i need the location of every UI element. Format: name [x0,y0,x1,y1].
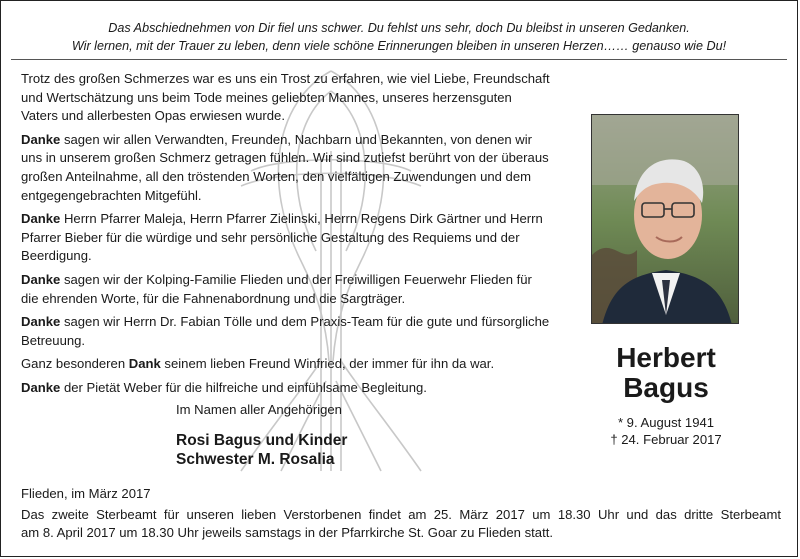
paragraph-thanks-doctor [21,313,551,350]
portrait-illustration [592,115,739,324]
paragraph-text: seinem lieben Freund Winfried, der immer für ihn da war. [160,356,495,372]
notice-line-2: am 8. April 2017 um 18.30 Uhr jeweils samstags in der Pfarrkirche St. Goar zu Flieden statt. [21,525,553,540]
deceased-first-name: Herbert [616,342,716,373]
paragraph-text: der Pietät Weber für die hilfreiche und einfühlsame Begleitung. [60,379,427,395]
paragraph-text: Herrn Pfarrer Maleja, Herrn Pfarrer Zielinski, Herrn Regens Dirk Gärtner und Herrn Pfarrer Bieber für die würdige und sehr persönliche Gestaltung des Requiems und der Beerdigung. [21,211,543,264]
paragraph-thanks-undertaker [21,379,551,398]
birth-date: * 9. August 1941 [617,415,715,430]
paragraph-thanks-clergy [21,210,551,266]
paragraph-text: sagen wir allen Verwandten, Freunden, Nachbarn und Bekannten, von denen wir uns in unserem großen Schmerz getragen fühlen. Wir sind zutiefst berührt von der überaus großen Anteilnahme, all den tröstenden Worten, den vielfältigen Zuwendungen und dem entgegengebrachten Mitgefühl. [21,131,549,203]
paragraph-pre: Ganz besonderen [21,356,129,372]
paragraph-text: Trotz des großen Schmerzes war es uns ein Trost zu erfahren, wie viel Liebe, Freundschaft und Wertschätzung uns beim Tode meines geliebten Mannes, unseres herzensguten Vaters und allerbesten Opas erwiesen wurde. [21,71,550,124]
notice-line-1: Das zweite Sterbeamt für unseren lieben Verstorbenen findet am 25. März 2017 um 18.30 Uhr und das dritte Sterbeamt [21,507,781,522]
signature-name-2: Schwester M. Rosalia [176,451,335,468]
paragraph-lead: Dank [128,356,161,372]
paragraph-lead: Danke [21,379,61,395]
paragraph-lead: Danke [21,314,61,330]
paragraph-lead: Danke [21,271,61,287]
place-date: Flieden, im März 2017 [21,486,151,501]
deceased-name [561,343,771,403]
signature-block [176,401,347,469]
memorial-mass-notice [21,506,781,542]
paragraph-text: sagen wir der Kolping-Familie Flieden und der Freiwilligen Feuerwehr Flieden für die ehrenden Worte, für die Fahnenabordnung und die Sargträger. [21,271,532,306]
paragraph-lead: Danke [21,211,61,227]
paragraph-text: sagen wir Herrn Dr. Fabian Tölle und dem Praxis-Team für die gute und fürsorgliche Betreuung. [21,314,550,348]
portrait-photo [591,114,739,324]
paragraph-thanks-relatives [21,131,551,205]
paragraph-intro [21,70,551,126]
deceased-last-name: Bagus [623,372,709,403]
paragraph-thanks-friend [21,355,551,374]
quote-line-1: Das Abschiednehmen von Dir fiel uns schwer. Du fehlst uns sehr, doch Du bleibst in unseren Gedanken. [108,21,690,35]
quote-line-2: Wir lernen, mit der Trauer zu leben, denn viele schöne Erinnerungen bleiben in unseren Herzen…… genauso wie Du! [71,39,727,53]
paragraph-thanks-kolping [21,271,551,308]
death-date: † 24. Februar 2017 [610,432,722,447]
signature-name-1: Rosi Bagus und Kinder [176,432,348,449]
life-dates [561,414,771,448]
memorial-quote [1,19,797,55]
divider [11,59,787,60]
signature-intro: Im Namen aller Angehörigen [176,402,342,417]
thank-you-text [21,70,551,403]
paragraph-lead: Danke [21,131,61,147]
